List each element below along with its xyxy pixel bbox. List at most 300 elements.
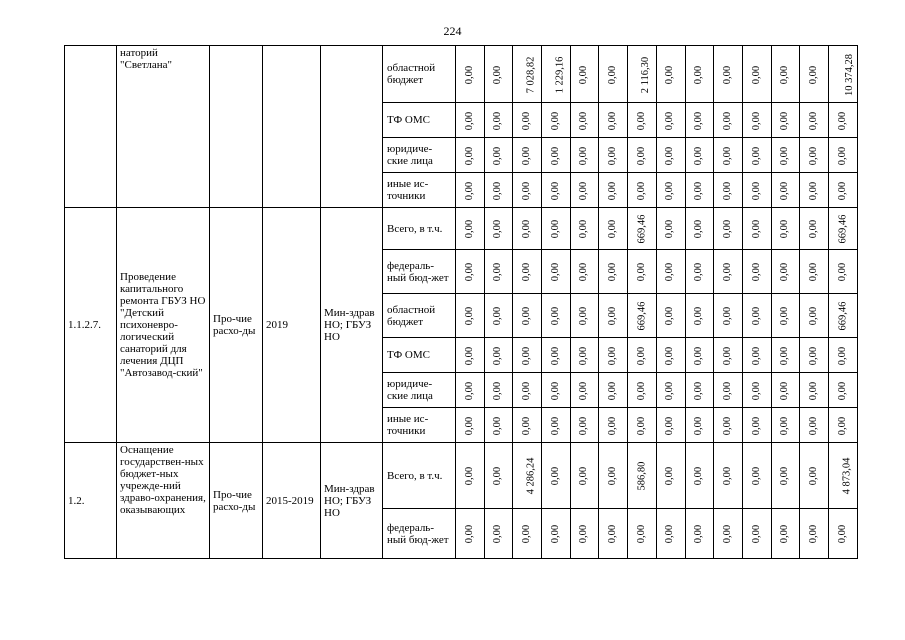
- value-cell: [484, 138, 513, 173]
- value-cell: [542, 338, 571, 373]
- value-text: 0,00: [750, 306, 762, 326]
- value-text: 0,00: [521, 111, 533, 130]
- value-text: 1 229,16: [554, 56, 566, 93]
- value-text: 0,00: [463, 524, 475, 544]
- value-cell: [456, 509, 485, 559]
- value-cell: [513, 173, 542, 208]
- value-text: 0,00: [521, 346, 533, 365]
- value-cell: [714, 208, 743, 250]
- value-text: 0,00: [779, 306, 791, 326]
- responsible-organization: Мин-здрав НО; ГБУЗ НО: [321, 443, 383, 559]
- value-cell: [456, 173, 485, 208]
- value-text: 0,00: [607, 306, 619, 326]
- value-text: 0,00: [492, 466, 504, 486]
- value-cell: [570, 338, 599, 373]
- value-text: 0,00: [549, 306, 561, 326]
- value-cell: [513, 208, 542, 250]
- value-text: 0,00: [578, 181, 590, 200]
- value-cell: [570, 103, 599, 138]
- funding-source: ТФ ОМС: [383, 103, 456, 138]
- value-cell: [685, 173, 714, 208]
- value-text: 0,00: [664, 146, 676, 165]
- value-text: 0,00: [693, 381, 705, 400]
- value-cell: [771, 103, 800, 138]
- value-cell: [484, 173, 513, 208]
- value-text: 0,00: [779, 466, 791, 486]
- value-cell: [714, 173, 743, 208]
- value-cell: [828, 173, 857, 208]
- value-text: 0,00: [808, 65, 820, 84]
- value-cell: [570, 509, 599, 559]
- value-cell: [484, 46, 513, 103]
- value-cell: [656, 408, 685, 443]
- value-cell: [742, 208, 771, 250]
- value-text: 0,00: [578, 111, 590, 130]
- value-text: 0,00: [750, 146, 762, 165]
- value-text: 0,00: [492, 219, 504, 239]
- value-text: 0,00: [578, 381, 590, 400]
- value-text: 0,00: [722, 306, 734, 326]
- value-cell: [742, 103, 771, 138]
- value-cell: [771, 443, 800, 509]
- value-text: 0,00: [664, 381, 676, 400]
- funding-source: юридиче-ские лица: [383, 373, 456, 408]
- value-cell: [513, 408, 542, 443]
- value-cell: [513, 46, 542, 103]
- funding-source: ТФ ОМС: [383, 338, 456, 373]
- value-cell: [456, 443, 485, 509]
- value-text: 0,00: [836, 381, 848, 400]
- value-cell: [599, 509, 628, 559]
- value-cell: [599, 443, 628, 509]
- value-text: 0,00: [750, 111, 762, 130]
- value-text: 0,00: [492, 146, 504, 165]
- value-text: 2 116,30: [640, 56, 652, 93]
- value-cell: [542, 373, 571, 408]
- value-cell: [685, 443, 714, 509]
- item-description: наторий "Светлана": [117, 46, 210, 208]
- value-cell: [714, 138, 743, 173]
- value-cell: [570, 408, 599, 443]
- value-text: 0,00: [492, 346, 504, 365]
- value-text: 0,00: [750, 381, 762, 400]
- value-text: 0,00: [463, 416, 475, 435]
- value-text: 0,00: [750, 416, 762, 435]
- value-text: 0,00: [808, 219, 820, 239]
- value-cell: [771, 408, 800, 443]
- value-text: 0,00: [808, 111, 820, 130]
- value-cell: [828, 408, 857, 443]
- value-text: 0,00: [578, 466, 590, 486]
- value-text: 0,00: [578, 65, 590, 84]
- value-text: 0,00: [463, 306, 475, 326]
- value-cell: [513, 443, 542, 509]
- value-text: 0,00: [836, 416, 848, 435]
- value-text: 0,00: [607, 381, 619, 400]
- value-cell: [456, 46, 485, 103]
- value-text: 0,00: [607, 416, 619, 435]
- value-cell: [828, 338, 857, 373]
- value-cell: [599, 208, 628, 250]
- value-text: 0,00: [779, 146, 791, 165]
- value-cell: [570, 250, 599, 294]
- value-text: 0,00: [463, 381, 475, 400]
- value-text: 0,00: [808, 181, 820, 200]
- value-cell: [599, 250, 628, 294]
- value-cell: [800, 138, 829, 173]
- value-text: 0,00: [664, 181, 676, 200]
- value-cell: [828, 373, 857, 408]
- value-text: 0,00: [521, 219, 533, 239]
- value-text: 0,00: [808, 416, 820, 435]
- value-cell: [685, 208, 714, 250]
- value-text: 0,00: [492, 306, 504, 326]
- value-cell: [742, 294, 771, 338]
- value-cell: [685, 338, 714, 373]
- value-text: 0,00: [607, 146, 619, 165]
- value-cell: [456, 338, 485, 373]
- value-cell: [542, 443, 571, 509]
- value-cell: [685, 138, 714, 173]
- value-text: 0,00: [722, 111, 734, 130]
- value-cell: [771, 46, 800, 103]
- funding-source: федераль-ный бюд-жет: [383, 509, 456, 559]
- value-text: 0,00: [492, 416, 504, 435]
- value-cell: [599, 408, 628, 443]
- funding-source: юридиче-ские лица: [383, 138, 456, 173]
- value-text: 0,00: [750, 466, 762, 486]
- value-cell: [714, 338, 743, 373]
- value-text: 0,00: [521, 181, 533, 200]
- value-text: 0,00: [779, 181, 791, 200]
- value-text: 0,00: [549, 466, 561, 486]
- value-cell: [513, 509, 542, 559]
- value-cell: [513, 138, 542, 173]
- value-text: 0,00: [492, 262, 504, 282]
- value-cell: [542, 208, 571, 250]
- item-description: Проведение капитального ремонта ГБУЗ НО "Детский психоневро-логический санаторий для лечения ДЦП "Автозавод-ский": [117, 208, 210, 443]
- funding-source: Всего, в т.ч.: [383, 208, 456, 250]
- value-text: 0,00: [635, 262, 647, 282]
- funding-source: иные ис-точники: [383, 408, 456, 443]
- value-text: 0,00: [693, 466, 705, 486]
- value-cell: [800, 250, 829, 294]
- value-cell: [628, 250, 657, 294]
- value-text: 0,00: [664, 262, 676, 282]
- value-cell: [800, 373, 829, 408]
- value-text: 669,46: [837, 214, 849, 244]
- value-cell: [456, 373, 485, 408]
- value-cell: [771, 173, 800, 208]
- value-cell: [484, 373, 513, 408]
- value-text: 0,00: [463, 262, 475, 282]
- value-cell: [628, 173, 657, 208]
- value-cell: [685, 408, 714, 443]
- value-cell: [714, 509, 743, 559]
- value-cell: [456, 250, 485, 294]
- value-cell: [771, 138, 800, 173]
- value-text: 0,00: [779, 219, 791, 239]
- value-cell: [599, 338, 628, 373]
- value-cell: [714, 373, 743, 408]
- value-cell: [628, 208, 657, 250]
- value-cell: [542, 46, 571, 103]
- value-text: 0,00: [664, 65, 676, 84]
- value-text: 0,00: [808, 262, 820, 282]
- value-cell: [599, 173, 628, 208]
- value-text: 0,00: [779, 346, 791, 365]
- responsible-organization: [321, 46, 383, 208]
- value-text: 0,00: [664, 466, 676, 486]
- value-cell: [742, 408, 771, 443]
- value-text: 0,00: [635, 146, 647, 165]
- value-cell: [599, 46, 628, 103]
- value-text: 0,00: [693, 181, 705, 200]
- value-cell: [685, 250, 714, 294]
- value-cell: [685, 294, 714, 338]
- value-cell: [456, 138, 485, 173]
- value-cell: [513, 250, 542, 294]
- value-text: 0,00: [607, 181, 619, 200]
- value-text: 0,00: [693, 65, 705, 84]
- value-text: 0,00: [750, 346, 762, 365]
- value-cell: [714, 250, 743, 294]
- value-cell: [742, 138, 771, 173]
- value-text: 0,00: [693, 262, 705, 282]
- value-text: 0,00: [750, 181, 762, 200]
- value-text: 0,00: [607, 219, 619, 239]
- value-cell: [484, 338, 513, 373]
- item-code: 1.1.2.7.: [65, 208, 117, 443]
- value-text: 0,00: [693, 111, 705, 130]
- value-cell: [771, 208, 800, 250]
- value-cell: [685, 103, 714, 138]
- value-cell: [800, 509, 829, 559]
- value-text: 0,00: [664, 524, 676, 544]
- value-text: 0,00: [549, 262, 561, 282]
- value-cell: [656, 46, 685, 103]
- value-cell: [800, 294, 829, 338]
- value-cell: [656, 294, 685, 338]
- value-text: 0,00: [808, 466, 820, 486]
- value-text: 0,00: [722, 381, 734, 400]
- value-text: 0,00: [779, 381, 791, 400]
- value-text: 0,00: [693, 346, 705, 365]
- value-text: 0,00: [635, 111, 647, 130]
- value-cell: [484, 408, 513, 443]
- value-cell: [828, 509, 857, 559]
- value-cell: [570, 46, 599, 103]
- value-cell: [656, 509, 685, 559]
- value-cell: [484, 509, 513, 559]
- value-cell: [513, 338, 542, 373]
- value-cell: [656, 173, 685, 208]
- value-text: 0,00: [836, 111, 848, 130]
- value-cell: [828, 46, 857, 103]
- value-text: 0,00: [578, 346, 590, 365]
- value-text: 0,00: [693, 306, 705, 326]
- value-text: 0,00: [549, 416, 561, 435]
- value-text: 0,00: [578, 416, 590, 435]
- expense-type: Про-чие расхо-ды: [210, 443, 263, 559]
- value-cell: [800, 208, 829, 250]
- value-text: 0,00: [635, 346, 647, 365]
- page-number: 224: [443, 24, 462, 38]
- value-cell: [456, 294, 485, 338]
- value-text: 0,00: [836, 524, 848, 544]
- value-cell: [513, 103, 542, 138]
- value-text: 0,00: [664, 306, 676, 326]
- value-text: 0,00: [578, 524, 590, 544]
- value-text: 0,00: [836, 262, 848, 282]
- value-text: 4 873,04: [841, 457, 853, 495]
- item-code: [65, 46, 117, 208]
- value-text: 669,46: [636, 214, 648, 244]
- value-cell: [628, 138, 657, 173]
- value-cell: [771, 294, 800, 338]
- value-text: 0,00: [549, 111, 561, 130]
- value-text: 0,00: [836, 146, 848, 165]
- value-text: 0,00: [722, 181, 734, 200]
- value-cell: [656, 338, 685, 373]
- value-cell: [771, 373, 800, 408]
- value-cell: [714, 294, 743, 338]
- value-cell: [685, 509, 714, 559]
- value-cell: [714, 103, 743, 138]
- responsible-organization: Мин-здрав НО; ГБУЗ НО: [321, 208, 383, 443]
- value-text: 0,00: [836, 181, 848, 200]
- value-cell: [628, 294, 657, 338]
- value-text: 0,00: [549, 381, 561, 400]
- value-cell: [542, 138, 571, 173]
- value-text: 0,00: [578, 262, 590, 282]
- value-text: 0,00: [722, 346, 734, 365]
- value-text: 4 286,24: [525, 457, 537, 495]
- table-row: [65, 208, 858, 250]
- value-text: 0,00: [722, 219, 734, 239]
- funding-source: областной бюджет: [383, 294, 456, 338]
- value-cell: [771, 509, 800, 559]
- value-cell: [599, 373, 628, 408]
- value-text: 0,00: [722, 416, 734, 435]
- value-text: 0,00: [607, 111, 619, 130]
- value-text: 0,00: [607, 65, 619, 84]
- value-cell: [599, 103, 628, 138]
- value-text: 0,00: [463, 146, 475, 165]
- value-text: 0,00: [607, 524, 619, 544]
- value-cell: [599, 138, 628, 173]
- value-cell: [484, 443, 513, 509]
- value-cell: [570, 443, 599, 509]
- value-cell: [628, 373, 657, 408]
- value-cell: [484, 103, 513, 138]
- value-cell: [570, 294, 599, 338]
- value-text: 0,00: [693, 146, 705, 165]
- value-cell: [800, 46, 829, 103]
- value-cell: [828, 138, 857, 173]
- value-text: 0,00: [808, 346, 820, 365]
- value-cell: [628, 338, 657, 373]
- value-text: 0,00: [635, 416, 647, 435]
- value-cell: [656, 103, 685, 138]
- value-text: 0,00: [463, 219, 475, 239]
- value-text: 0,00: [722, 146, 734, 165]
- value-cell: [456, 103, 485, 138]
- value-text: 7 028,82: [525, 56, 537, 93]
- value-cell: [628, 443, 657, 509]
- value-cell: [542, 509, 571, 559]
- value-cell: [800, 103, 829, 138]
- value-text: 0,00: [779, 524, 791, 544]
- value-cell: [800, 443, 829, 509]
- item-code: 1.2.: [65, 443, 117, 559]
- value-text: 0,00: [750, 219, 762, 239]
- value-cell: [742, 373, 771, 408]
- value-cell: [456, 208, 485, 250]
- value-text: 0,00: [836, 346, 848, 365]
- value-cell: [484, 208, 513, 250]
- value-text: 0,00: [722, 524, 734, 544]
- value-cell: [742, 250, 771, 294]
- value-cell: [542, 250, 571, 294]
- value-cell: [456, 408, 485, 443]
- funding-source: федераль-ный бюд-жет: [383, 250, 456, 294]
- item-description: Оснащение государствен-ных бюджет-ных учрежде-ний здраво-охранения, оказывающих: [117, 443, 210, 559]
- value-cell: [656, 208, 685, 250]
- value-text: 0,00: [779, 111, 791, 130]
- value-text: 0,00: [722, 262, 734, 282]
- value-text: 0,00: [463, 65, 475, 84]
- value-text: 0,00: [607, 262, 619, 282]
- table-body: [65, 46, 858, 559]
- value-text: 0,00: [492, 65, 504, 84]
- value-text: 0,00: [635, 524, 647, 544]
- expense-type: [210, 46, 263, 208]
- value-text: 0,00: [463, 346, 475, 365]
- value-text: 0,00: [664, 219, 676, 239]
- value-text: 0,00: [808, 381, 820, 400]
- funding-table: [64, 45, 858, 559]
- value-text: 0,00: [693, 524, 705, 544]
- value-cell: [800, 173, 829, 208]
- funding-source: Всего, в т.ч.: [383, 443, 456, 509]
- value-cell: [828, 250, 857, 294]
- value-cell: [714, 46, 743, 103]
- value-cell: [714, 408, 743, 443]
- value-cell: [484, 294, 513, 338]
- value-cell: [800, 338, 829, 373]
- value-text: 0,00: [578, 306, 590, 326]
- value-text: 0,00: [492, 181, 504, 200]
- value-text: 0,00: [607, 346, 619, 365]
- implementation-year: [263, 46, 321, 208]
- value-text: 0,00: [521, 306, 533, 326]
- value-cell: [742, 509, 771, 559]
- value-cell: [628, 46, 657, 103]
- value-text: 0,00: [779, 65, 791, 84]
- value-text: 0,00: [635, 181, 647, 200]
- value-cell: [542, 173, 571, 208]
- value-text: 0,00: [521, 416, 533, 435]
- value-cell: [656, 373, 685, 408]
- value-cell: [828, 103, 857, 138]
- value-text: 0,00: [492, 381, 504, 400]
- value-cell: [800, 408, 829, 443]
- value-cell: [742, 46, 771, 103]
- funding-source: областной бюджет: [383, 46, 456, 103]
- value-text: 0,00: [521, 146, 533, 165]
- value-text: 0,00: [808, 306, 820, 326]
